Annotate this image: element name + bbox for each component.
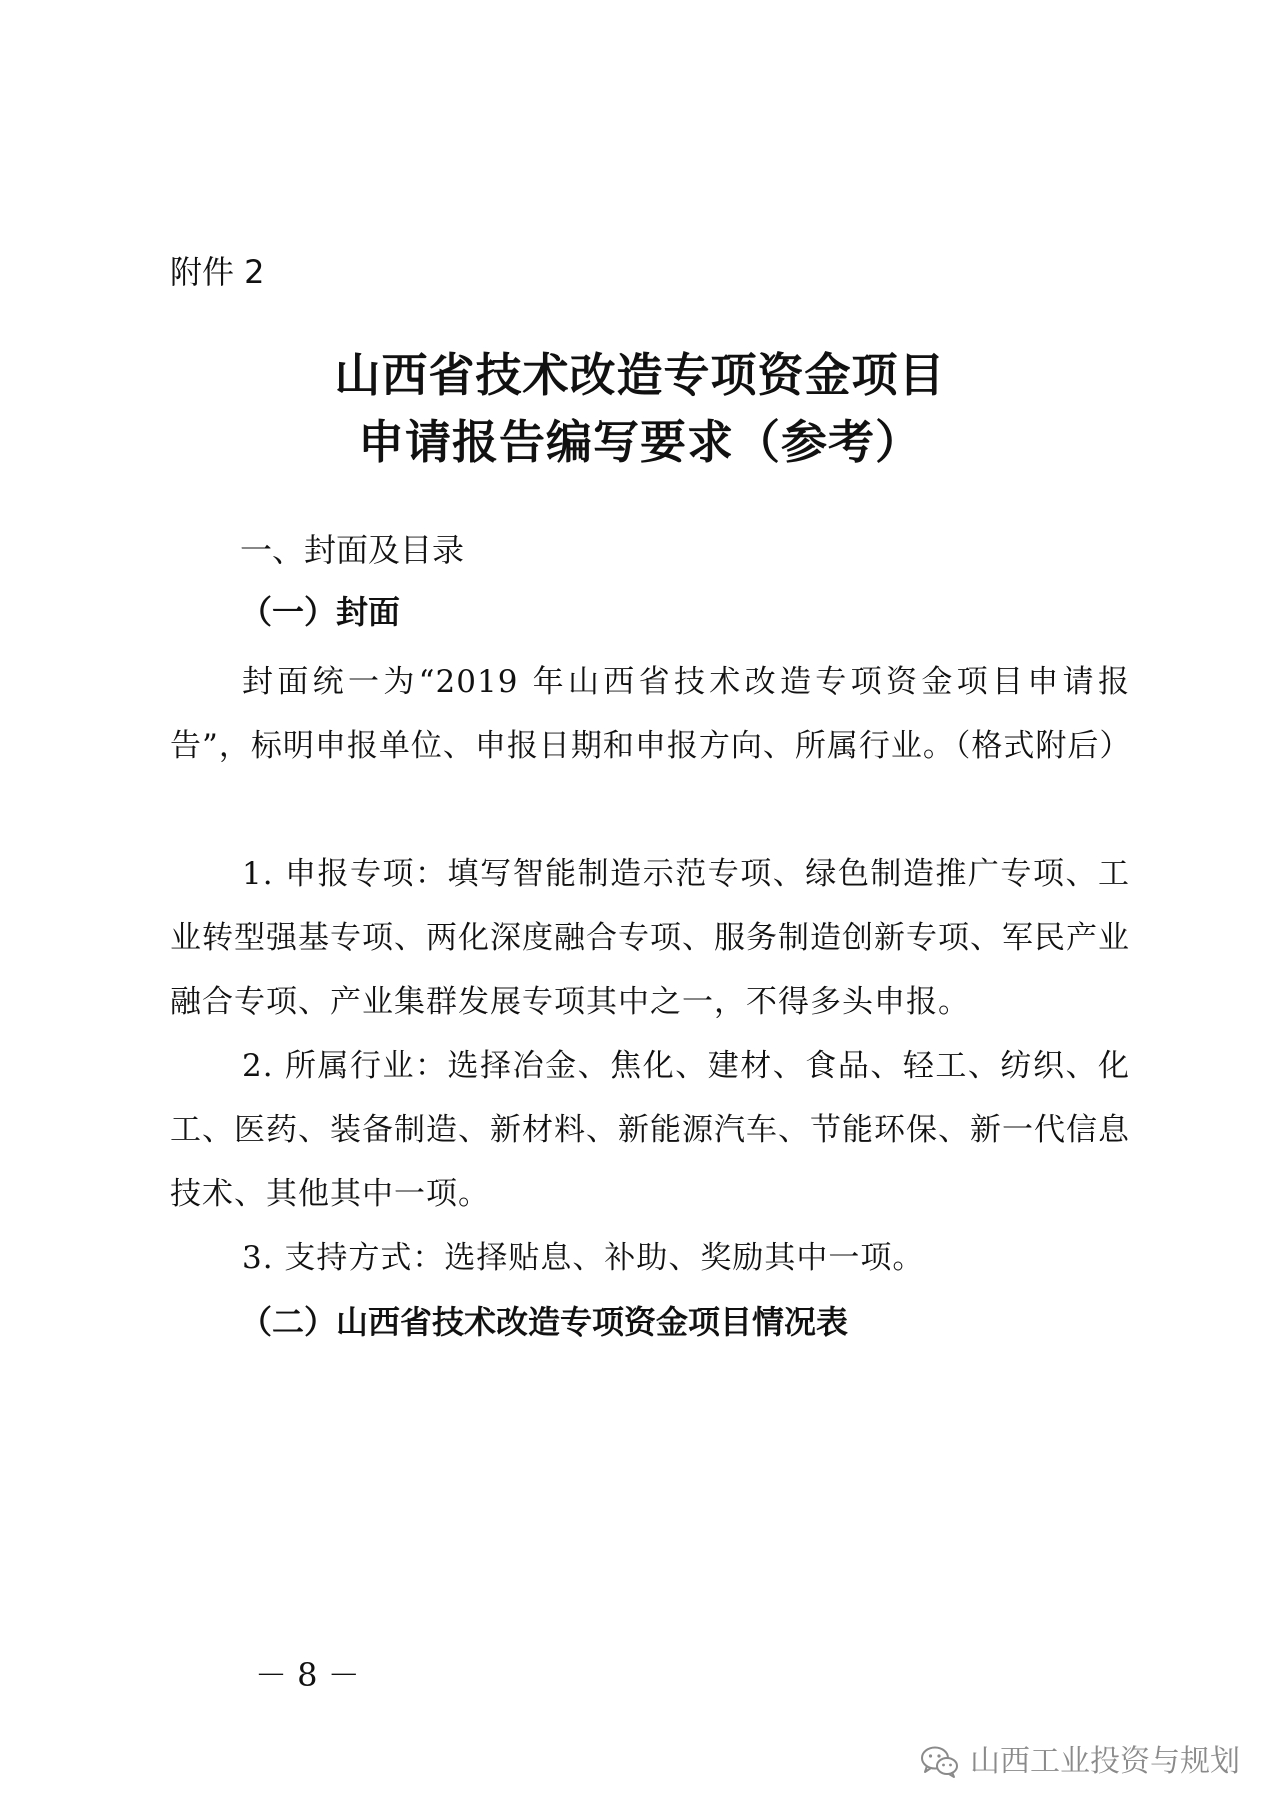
subsection-heading-cover: （一）封面 (240, 593, 401, 631)
paragraph-support-method: 3. 支持方式：选择贴息、补助、奖励其中一项。 (242, 1240, 925, 1276)
subsection-heading-project-table: （二）山西省技术改造专项资金项目情况表 (240, 1303, 849, 1341)
section-heading-cover-and-contents: 一、封面及目录 (240, 531, 465, 569)
paragraph-industry: 2. 所属行业：选择冶金、焦化、建材、食品、轻工、纺织、化工、医药、装备制造、新材料、新能源汽车、节能环保、新一代信息技术、其他其中一项。 (170, 1048, 1130, 1212)
paragraph-cover-format: 封面统一为“2019 年山西省技术改造专项资金项目申请报告”，标明申报单位、申报日期和申报方向、所属行业。（格式附后） (170, 664, 1132, 764)
paragraph-declare-special: 1. 申报专项：填写智能制造示范专项、绿色制造推广专项、工业转型强基专项、两化深度融合专项、服务制造创新专项、军民产业融合专项、产业集群发展专项其中之一，不得多头申报。 (170, 856, 1130, 1020)
document-title-line-1: 山西省技术改造专项资金项目 (334, 348, 946, 402)
watermark (920, 1740, 1240, 1784)
attachment-label: 附件 2 (170, 253, 265, 291)
page-number: － 8 － (255, 1656, 360, 1694)
watermark-text: 山西工业投资与规划 (970, 1744, 1240, 1779)
wechat-icon (920, 1745, 960, 1779)
document-title-line-2: 申请报告编写要求（参考） (358, 415, 922, 469)
